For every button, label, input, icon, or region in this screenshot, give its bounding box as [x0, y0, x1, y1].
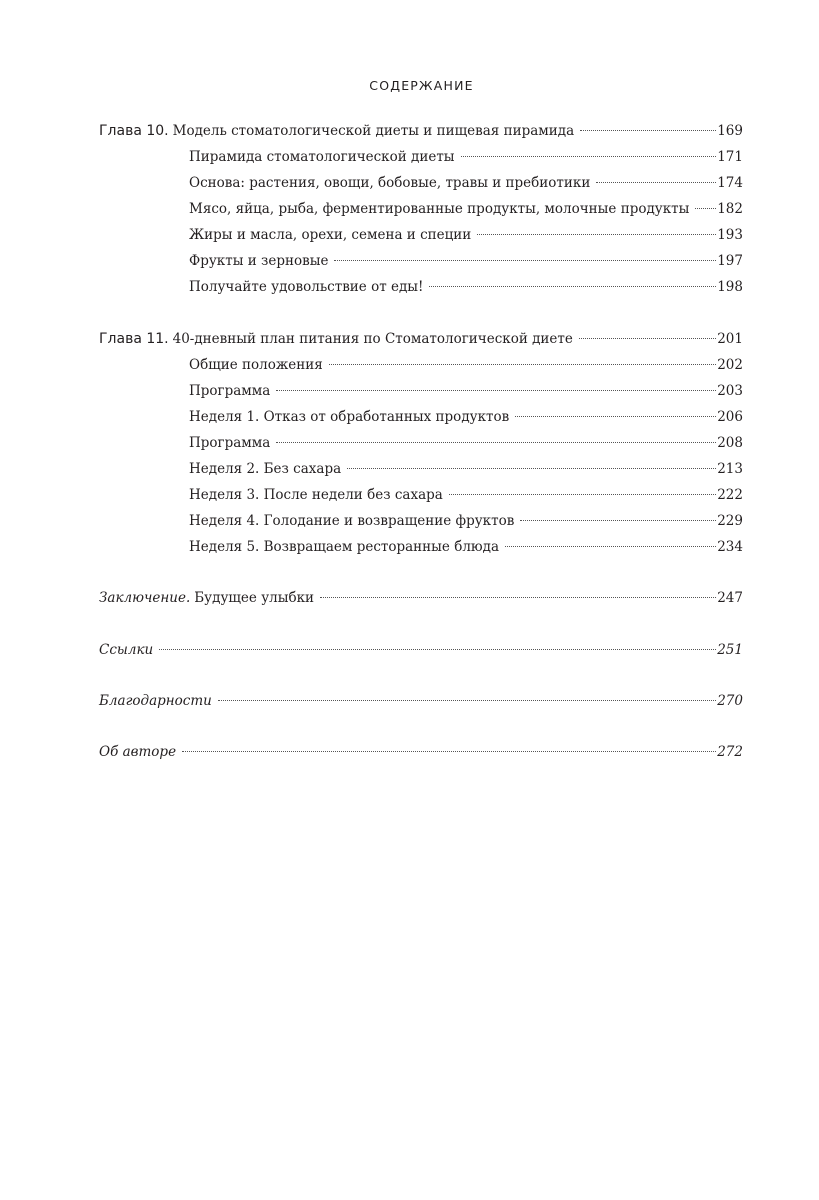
toc-section[interactable] — [189, 277, 743, 297]
dot-leader — [218, 700, 716, 701]
page-number: 208 — [717, 435, 743, 451]
toc-section[interactable] — [189, 355, 743, 375]
page-number: 169 — [717, 123, 743, 139]
dot-leader — [580, 130, 716, 131]
references-title: Ссылки — [99, 642, 154, 658]
section-title: Пирамида стоматологической диеты — [189, 149, 455, 165]
toc-section[interactable] — [189, 199, 743, 219]
page-number: 213 — [717, 461, 743, 477]
section-title: Общие положения — [189, 357, 323, 373]
page-number: 193 — [717, 227, 743, 243]
page-number: 206 — [717, 409, 743, 425]
chapter-title: 40-дневный план питания по Стоматологической диете — [172, 331, 573, 347]
page-number: 270 — [717, 693, 743, 709]
dot-leader — [520, 520, 716, 521]
page-number: 272 — [717, 744, 743, 760]
dot-leader — [276, 390, 716, 391]
dot-leader — [334, 260, 716, 261]
dot-leader — [505, 546, 716, 547]
dot-leader — [159, 649, 716, 650]
page-number: 203 — [717, 383, 743, 399]
page-number: 201 — [717, 331, 743, 347]
page-number: 197 — [717, 253, 743, 269]
toc-section[interactable] — [189, 173, 743, 193]
toc-chapter-11[interactable] — [99, 329, 743, 349]
section-title: Фрукты и зерновые — [189, 253, 329, 269]
toc-acknowledgments[interactable] — [99, 691, 743, 711]
toc-references[interactable] — [99, 640, 743, 660]
dot-leader — [329, 364, 716, 365]
dot-leader — [579, 338, 716, 339]
toc-conclusion[interactable] — [99, 588, 743, 608]
section-title: Неделя 4. Голодание и возвращение фруктов — [189, 513, 515, 529]
dot-leader — [461, 156, 717, 157]
section-title: Неделя 1. Отказ от обработанных продуктов — [189, 409, 510, 425]
dot-leader — [276, 442, 716, 443]
toc-section[interactable] — [189, 251, 743, 271]
page-number: 174 — [717, 175, 743, 191]
section-title: Мясо, яйца, рыба, ферментированные продукты, молочные продукты — [189, 201, 690, 217]
toc-section[interactable] — [189, 407, 743, 427]
dot-leader — [515, 416, 716, 417]
page-header: СОДЕРЖАНИЕ — [369, 78, 474, 93]
section-title: Неделя 3. После недели без сахара — [189, 487, 443, 503]
dot-leader — [695, 208, 716, 209]
dot-leader — [449, 494, 716, 495]
toc-section[interactable] — [189, 537, 743, 557]
toc-section[interactable] — [189, 433, 743, 453]
page-number: 234 — [717, 539, 743, 555]
section-title: Неделя 2. Без сахара — [189, 461, 342, 477]
page-number: 171 — [717, 149, 743, 165]
page-number: 222 — [717, 487, 743, 503]
toc-section[interactable] — [189, 225, 743, 245]
toc-section[interactable] — [189, 381, 743, 401]
page-number: 251 — [717, 642, 743, 658]
dot-leader — [477, 234, 716, 235]
section-title: Получайте удовольствие от еды! — [189, 279, 424, 295]
page-number: 247 — [717, 590, 743, 606]
toc-section[interactable] — [189, 459, 743, 479]
acknowledgments-title: Благодарности — [99, 693, 212, 709]
chapter-label: Глава 10. — [99, 123, 169, 139]
dot-leader — [347, 468, 716, 469]
conclusion-title: Будущее улыбки — [194, 590, 315, 606]
toc-about-author[interactable] — [99, 742, 743, 762]
dot-leader — [596, 182, 716, 183]
chapter-title: Модель стоматологической диеты и пищевая пирамида — [172, 123, 575, 139]
chapter-label: Глава 11. — [99, 331, 169, 347]
section-title: Основа: растения, овощи, бобовые, травы и пребиотики — [189, 175, 591, 191]
section-title: Жиры и масла, орехи, семена и специи — [189, 227, 472, 243]
page-number: 229 — [717, 513, 743, 529]
page-number: 202 — [717, 357, 743, 373]
section-title: Неделя 5. Возвращаем ресторанные блюда — [189, 539, 500, 555]
dot-leader — [182, 751, 716, 752]
toc-section[interactable] — [189, 511, 743, 531]
about-author-title: Об авторе — [99, 744, 177, 760]
dot-leader — [429, 286, 716, 287]
toc-section[interactable] — [189, 485, 743, 505]
conclusion-lead: Заключение. — [99, 590, 191, 606]
toc-chapter-10[interactable] — [99, 121, 743, 141]
section-title: Программа — [189, 383, 271, 399]
page-number: 182 — [717, 201, 743, 217]
toc-section[interactable] — [189, 147, 743, 167]
dot-leader — [320, 597, 716, 598]
section-title: Программа — [189, 435, 271, 451]
page-number: 198 — [717, 279, 743, 295]
